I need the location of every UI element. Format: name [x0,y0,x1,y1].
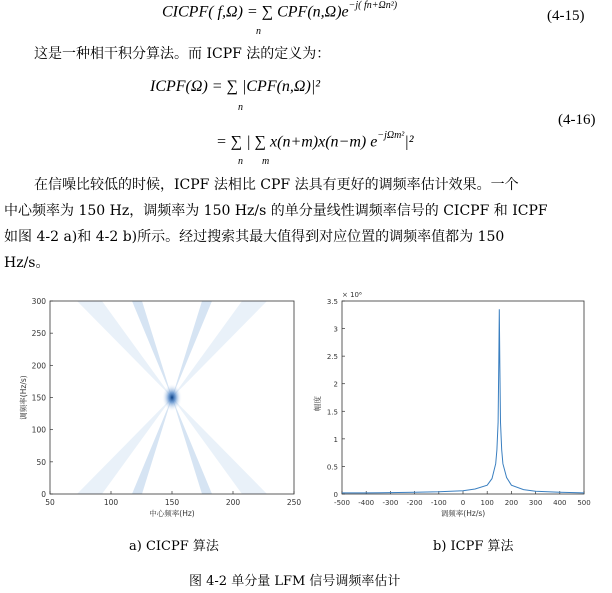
y-tick-label: 3.5 [326,298,338,306]
y-tick-label: 0 [333,491,338,499]
paragraph-intro: 这是一种相干积分算法。而 ICPF 法的定义为： [34,46,331,62]
y-tick-label: 2.5 [326,353,338,362]
y-axis-label: 幅度 [313,396,322,411]
cicpf-heatmap-chart [0,292,306,528]
equation-4-16-line2-tail: |² [404,133,414,151]
x-tick-label: -200 [406,499,423,507]
paragraph-body-line4: Hz/s。 [4,255,50,271]
x-tick-label: -400 [358,499,375,507]
x-tick-label: 400 [553,499,567,507]
y-tick-label: 3 [333,325,338,334]
y-tick-label: 2 [333,380,338,389]
equation-4-15 [162,2,397,21]
x-tick-label: -500 [334,499,350,507]
line-plot-frame [342,301,584,494]
x-tick-label: -100 [430,499,447,507]
equation-4-16-line2-body: = ∑ | ∑ x(n+m)x(n−m) e [216,133,378,151]
y-tick-label: 250 [31,329,46,339]
figure-caption: 图 4-2 单分量 LFM 信号调频率估计 [189,574,401,589]
equation-4-16-line1-sum-index: n [238,102,243,113]
y-tick-label: 200 [31,361,46,371]
x-tick-label: 50 [45,498,55,507]
y-tick-label: 1.5 [326,408,338,417]
y-axis-label: 调频率(Hz/s) [19,375,28,420]
equation-4-16-line2 [216,132,414,151]
x-tick-label: 200 [504,499,519,507]
equation-4-15-sum-index: n [256,26,261,37]
paragraph-body-line3: 如图 4-2 a)和 4-2 b)所示。经过搜索其最大值得到对应位置的调频率值都为 150 [4,229,505,245]
x-tick-label: 100 [103,498,119,507]
equation-4-15-body: CICPF( f,Ω) = ∑ CPF(n,Ω)e [162,3,349,21]
x-axis-label: 调频率(Hz/s) [440,509,486,518]
equation-4-15-exponent: −j( fn+Ωn²) [348,0,398,11]
x-tick-label: 150 [164,498,180,507]
left-subfigure-caption: a) CICPF 算法 [129,539,219,554]
y-tick-label: 150 [31,393,46,403]
equation-4-16-line2-exponent: −jΩm² [377,130,405,141]
x-tick-label: -300 [382,499,399,507]
equation-4-16-line2-sum-index-n: n [238,156,243,167]
paragraph-body-line1: 在信噪比较低的时候，ICPF 法相比 CPF 法具有更好的调频率估计效果。一个 [34,177,519,193]
paragraph-body-line2: 中心频率为 150 Hz，调频率为 150 Hz/s 的单分量线性调频率信号的 CICPF 和 ICPF [4,203,548,219]
x-tick-label: 250 [286,498,302,507]
equation-number-4-15: (4-15) [547,8,585,24]
equation-4-16-line1: ICPF(Ω) = ∑ |CPF(n,Ω)|² [150,78,321,95]
y-tick-label: 0.5 [326,463,338,472]
x-tick-label: 200 [225,498,241,507]
y-tick-label: 1 [333,435,338,444]
x-tick-label: 500 [577,499,591,507]
y-tick-label: 0 [41,490,46,499]
right-subfigure-caption: b) ICPF 算法 [433,539,514,554]
y-tick-label: 300 [31,297,46,306]
x-tick-label: 300 [528,499,543,507]
heatmap-peak [162,384,182,412]
x-tick-label: 0 [460,499,466,507]
icpf-line-chart [306,288,612,528]
equation-number-4-16: (4-16) [558,112,596,128]
y-tick-label: 100 [31,425,46,435]
x-tick-label: 100 [480,499,494,507]
x-axis-label: 中心频率(Hz) [149,509,195,518]
y-tick-label: 50 [36,457,46,467]
y-axis-multiplier: × 10⁶ [342,291,362,299]
equation-4-16-line2-sum-index-m: m [262,156,270,167]
